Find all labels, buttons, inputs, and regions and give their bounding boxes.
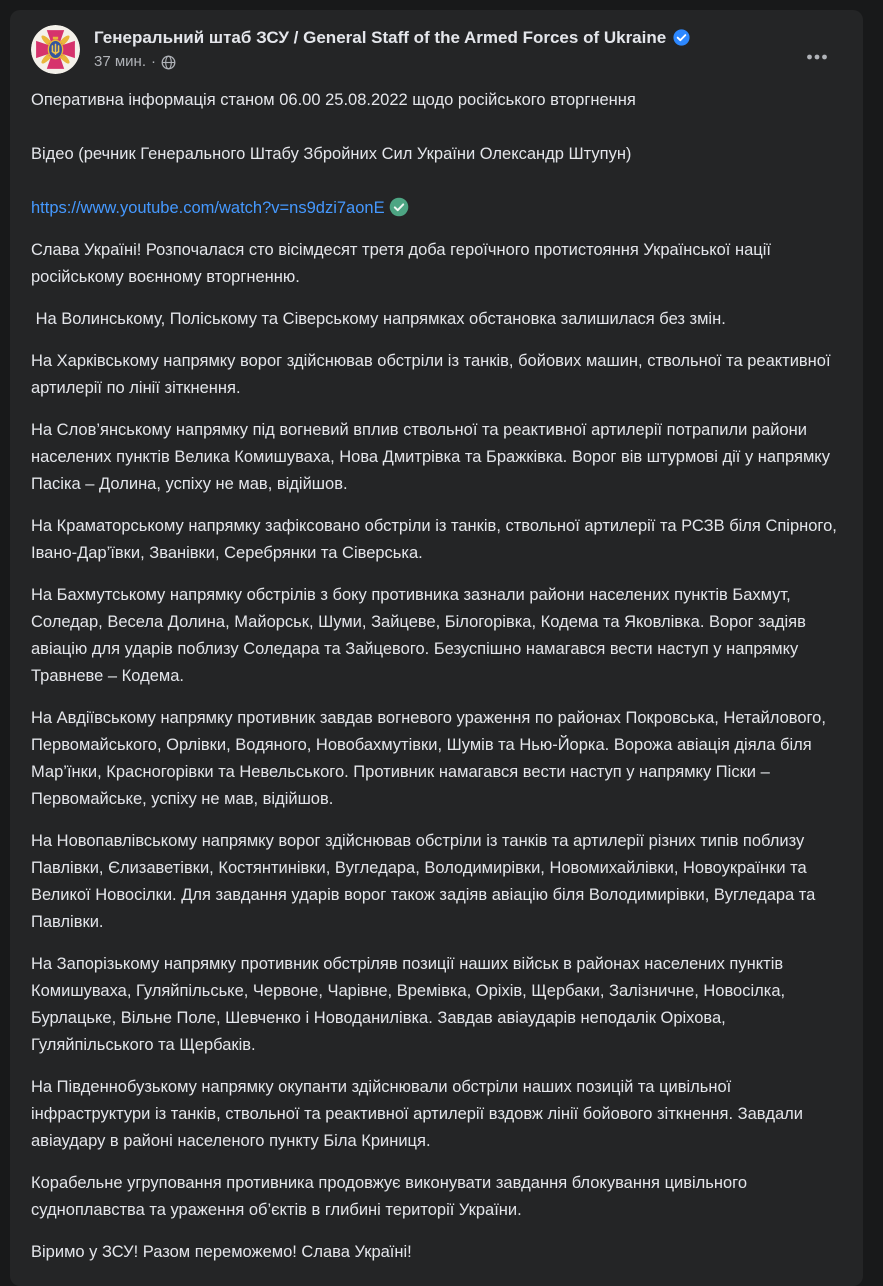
post-paragraph: На Південнобузькому напрямку окупанти здійснювали обстріли наших позицій та цивільної інфраструктури із танків, ствольної та реактивної артилерії вздовж лінії бойового зіткнення. Завдали авіаудару в районі населеного пункту Біла Криниця. — [31, 1078, 808, 1150]
post-paragraph: Віримо у ЗСУ! Разом переможемо! Слава Україні! — [31, 1243, 412, 1261]
post-paragraphs — [31, 237, 843, 1266]
page-name-row — [94, 27, 690, 48]
intro-line-1: Оперативна інформація станом 06.00 25.08.2022 щодо російського вторгнення — [31, 91, 636, 109]
ellipsis-icon — [806, 46, 828, 68]
post-intro-paragraph — [31, 87, 843, 222]
verified-badge-icon — [673, 29, 690, 46]
more-options-button[interactable] — [799, 39, 835, 75]
meta-separator: · — [151, 53, 156, 70]
facebook-post-card — [10, 10, 863, 1286]
globe-icon — [161, 55, 176, 70]
post-paragraph: Корабельне угруповання противника продовжує виконувати завдання блокування цивільного судноплавства та ураження об’єктів в глибині території України. — [31, 1174, 752, 1219]
general-staff-emblem-icon — [31, 25, 80, 74]
post-paragraph: На Харківському напрямку ворог здійснював обстріли із танків, бойових машин, ствольної та реактивної артилерії по лінії зіткнення. — [31, 352, 836, 397]
post-paragraph: На Краматорському напрямку зафіксовано обстріли із танків, ствольної артилерії та РСЗВ біля Спірного, Івано-Дар’ївки, Званівки, Серебрянки та Сіверська. — [31, 517, 842, 562]
post-meta — [94, 53, 690, 71]
post-paragraph: На Новопавлівському напрямку ворог здійснював обстріли із танків та артилерії різних типів поблизу Павлівки, Єлизаветівки, Костянтинівки, Вугледара, Володимирівки, Новомихайлівки, Новоукраїнки та Великої Новосілки. Для завдання ударів ворог також задіяв авіацію біля Володимирівки, Вугледара та Павлівки. — [31, 832, 820, 931]
header-text — [94, 25, 690, 71]
youtube-link[interactable]: https://www.youtube.com/watch?v=ns9dzi7aonE — [31, 199, 385, 217]
post-paragraph: Слава Україні! Розпочалася сто вісімдесят третя доба героїчного протистояння Української нації російському воєнному вторгненню. — [31, 241, 776, 286]
post-body — [31, 87, 843, 1266]
page-name-link[interactable]: Генеральний штаб ЗСУ / General Staff of the Armed Forces of Ukraine — [94, 28, 667, 47]
post-paragraph: На Волинському, Поліському та Сіверському напрямках обстановка залишилася без змін. — [31, 310, 726, 328]
post-paragraph: На Слов’янському напрямку під вогневий вплив ствольної та реактивної артилерії потрапили райони населених пунктів Велика Комишуваха, Нова Дмитрівка та Бражківка. Ворог вів штурмові дії у напрямку Пасіка – Долина, успіху не мав, відійшов. — [31, 421, 835, 493]
intro-line-2: Відео (речник Генерального Штабу Збройних Сил України Олександр Штупун) — [31, 145, 632, 163]
timestamp-link[interactable]: 37 мин. — [94, 53, 146, 70]
avatar[interactable] — [31, 25, 80, 74]
green-check-emoji-icon — [389, 197, 409, 217]
post-paragraph: На Бахмутському напрямку обстрілів з боку противника зазнали райони населених пунктів Бахмут, Соледар, Весела Долина, Майорськ, Шуми, Зайцеве, Білогорівка, Кодема та Яковлівка. Ворог задіяв авіацію для ударів поблизу Соледара та Зайцевого. Безуспішно намагався вести наступ у напрямку Травневе – Кодема. — [31, 586, 811, 685]
post-paragraph: На Запорізькому напрямку противник обстріляв позиції наших військ в районах населених пунктів Комишуваха, Гуляйпільське, Червоне, Чарівне, Времівка, Оріхів, Щербаки, Залізничне, Новосілка, Бурлацьке, Вільне Поле, Шевченко і Новоданилівка. Завдав авіаударів неподалік Оріхова, Гуляйпільського та Щербаків. — [31, 955, 790, 1054]
post-paragraph: На Авдіївському напрямку противник завдав вогневого ураження по районах Покровська, Нетайлового, Первомайського, Орлівки, Водяного, Новобахмутівки, Шумів та Нью-Йорка. Ворожа авіація діяла біля Мар’їнки, Красногорівки та Невельського. Противник намагався вести наступ у напрямку Піски – Первомайське, успіху не мав, відійшов. — [31, 709, 831, 808]
post-header — [31, 25, 843, 74]
